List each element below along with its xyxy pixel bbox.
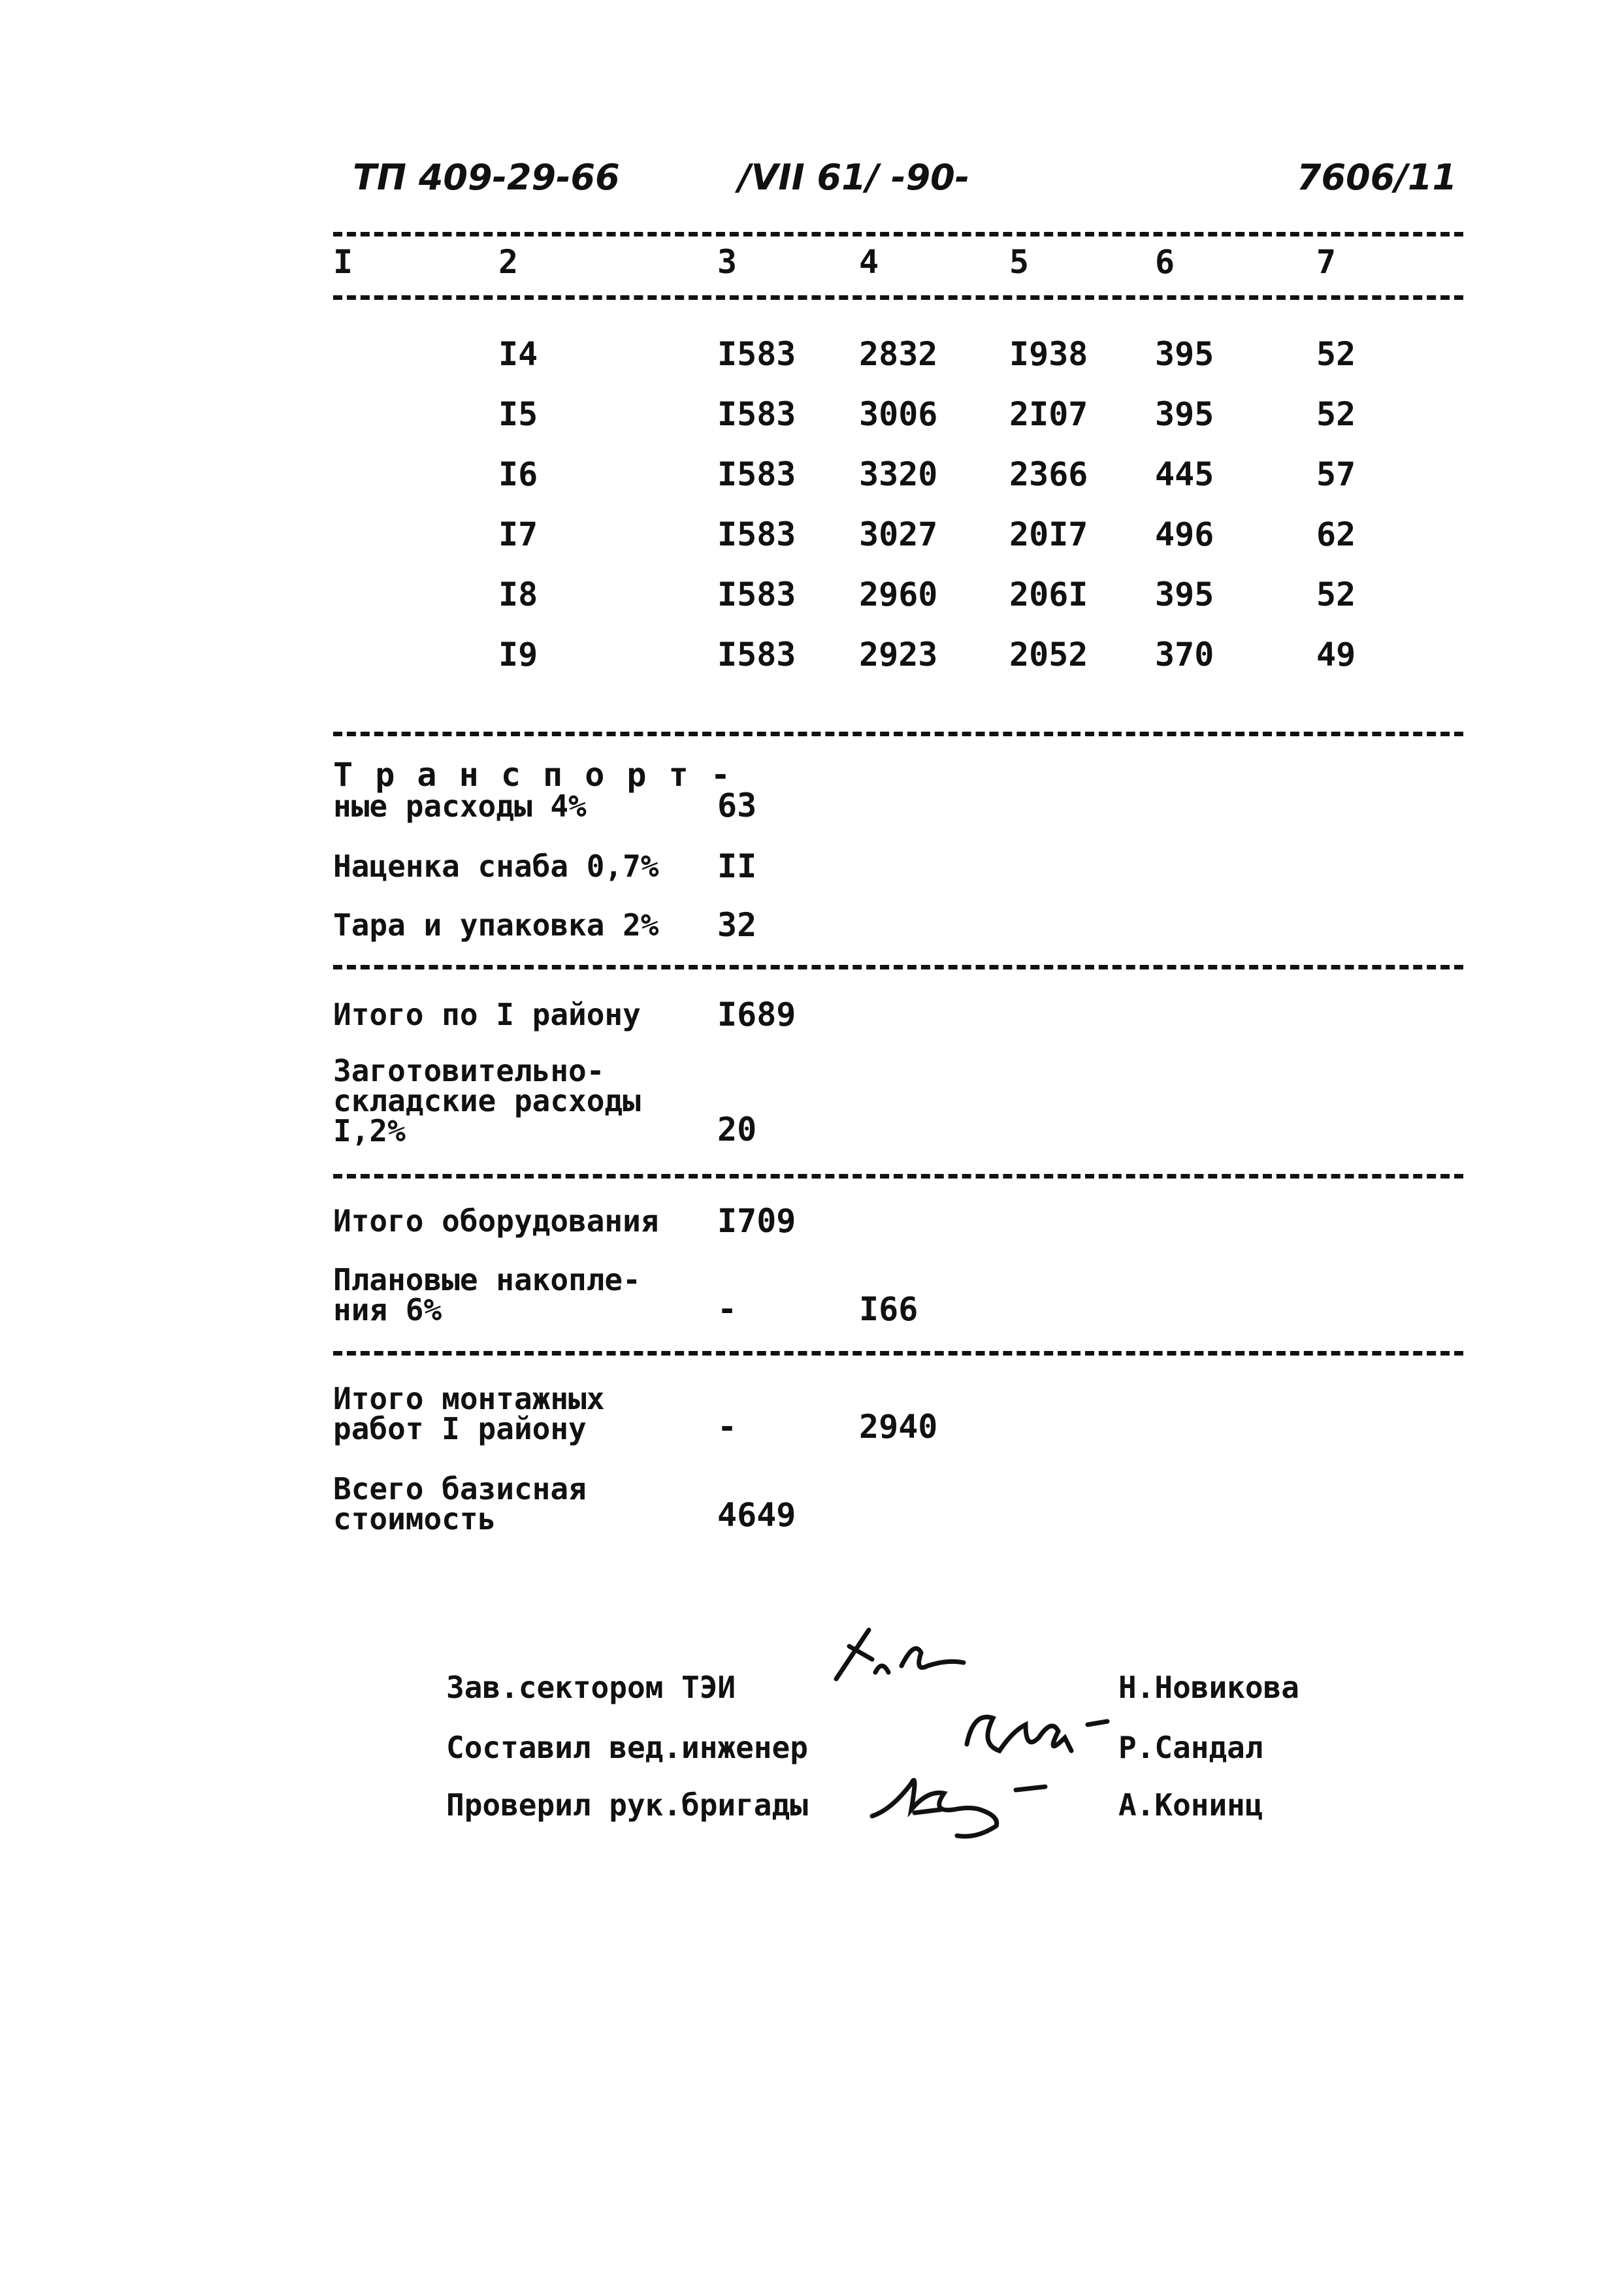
total-district-value: I689 (717, 996, 796, 1033)
table-cell: 2923 (859, 636, 938, 674)
table-cell: 445 (1155, 455, 1214, 493)
total-install-value-col3: - (717, 1408, 738, 1446)
procurement-label-line1: Заготовительно- (333, 1053, 605, 1088)
transport-value: 63 (717, 787, 757, 824)
transport-label-line1: Т р а н с п о р т - (333, 756, 732, 794)
table-cell: I5 (498, 395, 538, 433)
table-cell: I583 (717, 455, 796, 493)
table-cell: 2832 (859, 335, 938, 373)
table-cell: I7 (498, 515, 538, 553)
signature-name: Н.Новикова (1118, 1670, 1299, 1705)
sheet-number: 7606/11 (1297, 157, 1457, 198)
total-install-label-line2: работ I району (333, 1411, 587, 1446)
signature-name: А.Конинц (1118, 1787, 1263, 1823)
table-cell: 62 (1316, 515, 1356, 553)
table-cell: I6 (498, 455, 538, 493)
table-cell: 52 (1316, 335, 1356, 373)
divider (333, 232, 1463, 236)
signature-name: Р.Сандал (1118, 1730, 1263, 1765)
total-install-label-line1: Итого монтажных (333, 1381, 605, 1416)
table-cell: 2366 (1009, 455, 1088, 493)
table-cell: 20I7 (1009, 515, 1088, 553)
table-cell: 496 (1155, 515, 1214, 553)
table-cell: I8 (498, 576, 538, 613)
total-district-label: Итого по I району (333, 997, 641, 1032)
table-cell: 370 (1155, 636, 1214, 674)
table-cell: I4 (498, 335, 538, 373)
column-header: 7 (1316, 243, 1337, 281)
signature-role: Зав.сектором ТЭИ (446, 1670, 736, 1705)
table-cell: 395 (1155, 335, 1214, 373)
table-cell: 52 (1316, 395, 1356, 433)
table-cell: I583 (717, 636, 796, 674)
total-basic-label-line1: Всего базисная (333, 1471, 587, 1506)
transport-label-line2: ные расходы 4% (333, 789, 587, 824)
column-header: 5 (1009, 243, 1030, 281)
table-cell: I9 (498, 636, 538, 674)
table-cell: 3006 (859, 395, 938, 433)
total-equipment-value: I709 (717, 1202, 796, 1240)
procurement-label-line2: складские расходы (333, 1083, 641, 1118)
table-cell: I583 (717, 515, 796, 553)
total-basic-value: 4649 (717, 1496, 796, 1534)
column-header: I (333, 243, 353, 281)
table-cell: 2052 (1009, 636, 1088, 674)
column-header: 2 (498, 243, 519, 281)
table-cell: I938 (1009, 335, 1088, 373)
table-cell: 57 (1316, 455, 1356, 493)
total-install-value-col4: 2940 (859, 1408, 938, 1446)
divider (333, 1351, 1463, 1356)
divider (333, 965, 1463, 969)
table-cell: I583 (717, 576, 796, 613)
table-cell: 3027 (859, 515, 938, 553)
table-cell: I583 (717, 335, 796, 373)
planned-label-line1: Плановые накопле- (333, 1262, 641, 1297)
table-cell: 2960 (859, 576, 938, 613)
planned-value-col3: - (717, 1290, 738, 1328)
table-cell: I583 (717, 395, 796, 433)
table-cell: 395 (1155, 395, 1214, 433)
table-cell: 49 (1316, 636, 1356, 674)
divider (333, 732, 1463, 736)
signature-role: Составил вед.инженер (446, 1730, 808, 1765)
planned-label-line2: ния 6% (333, 1292, 442, 1327)
document-index: /VII 61/ -90- (738, 157, 970, 198)
table-cell: 206I (1009, 576, 1088, 613)
table-cell: 395 (1155, 576, 1214, 613)
divider (333, 295, 1463, 300)
handwritten-signature (810, 1620, 967, 1692)
packaging-value: 32 (717, 906, 757, 944)
packaging-label: Тара и упаковка 2% (333, 907, 659, 943)
signature-role: Проверил рук.бригады (446, 1787, 808, 1823)
handwritten-signature (862, 1764, 1084, 1849)
supply-markup-value: II (717, 847, 757, 885)
total-basic-label-line2: стоимость (333, 1501, 496, 1537)
document-code: ТП 409-29-66 (353, 157, 620, 198)
table-cell: 52 (1316, 576, 1356, 613)
planned-value-col4: I66 (859, 1290, 918, 1328)
column-header: 3 (717, 243, 738, 281)
table-cell: 2I07 (1009, 395, 1088, 433)
column-header: 6 (1155, 243, 1175, 281)
procurement-value: 20 (717, 1111, 757, 1148)
procurement-label-line3: I,2% (333, 1113, 406, 1148)
supply-markup-label: Наценка снаба 0,7% (333, 849, 659, 884)
column-header: 4 (859, 243, 879, 281)
handwritten-signature (954, 1699, 1124, 1770)
divider (333, 1174, 1463, 1179)
table-cell: 3320 (859, 455, 938, 493)
total-equipment-label: Итого оборудования (333, 1203, 659, 1239)
